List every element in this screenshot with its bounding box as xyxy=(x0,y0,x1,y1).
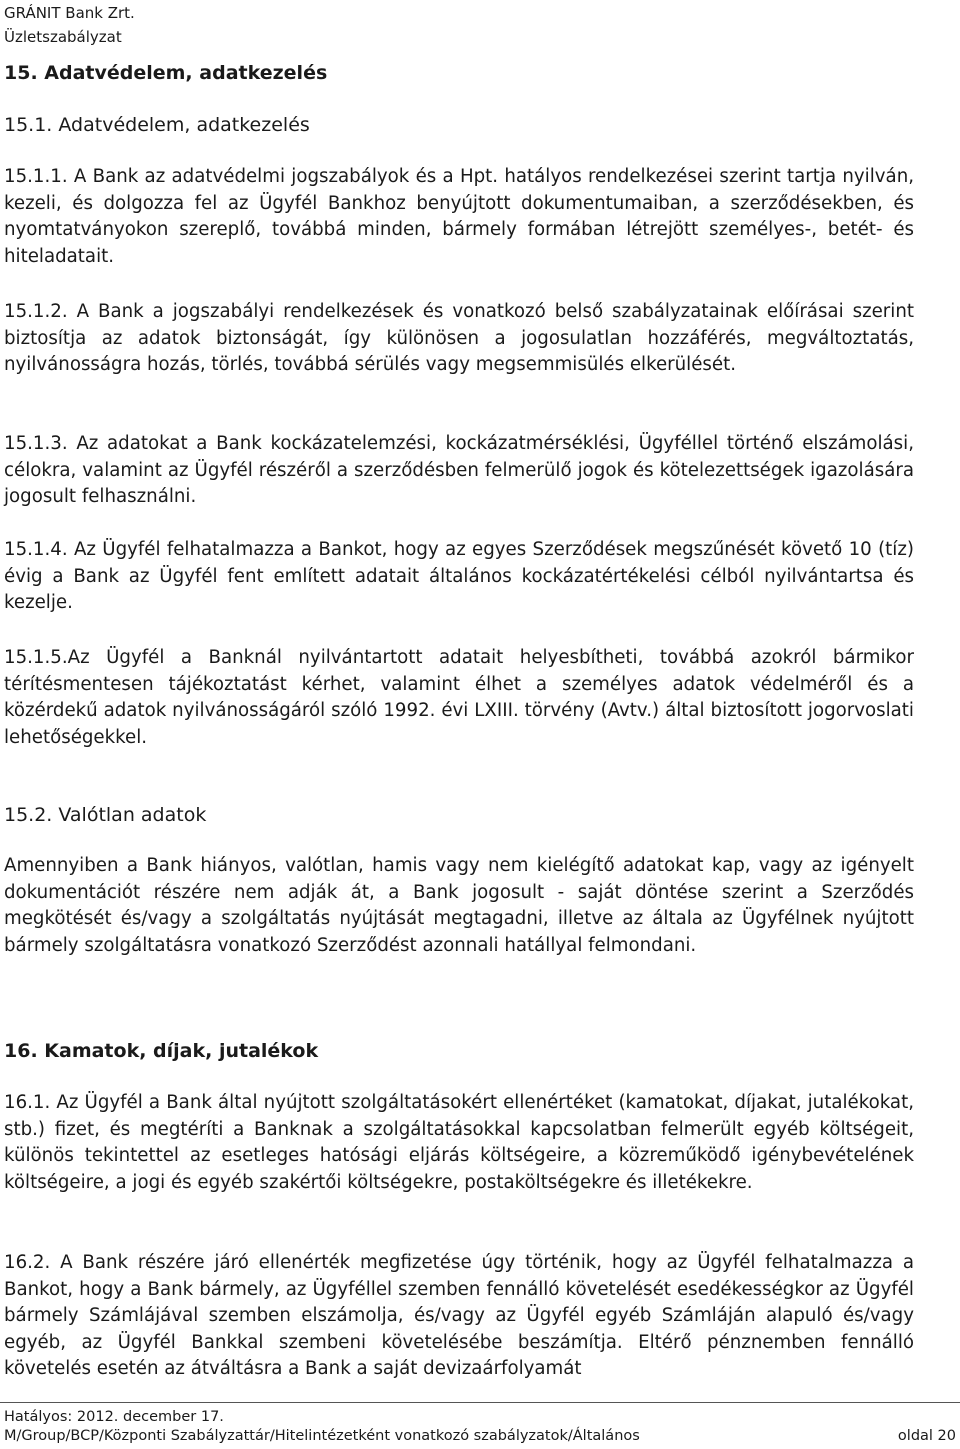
paragraph-15-2: Amennyiben a Bank hiányos, valótlan, hamis vagy nem kielégítő adatokat kap, vagy az igényelt dokumentációt részére nem adják át, a Bank jogosult - saját döntése szerint a Szerződés megkötését és/vagy a szolgáltatás nyújtását megtagadni, illetve az általa az Ügyfélnek nyújtott bármely szolgáltatásra vonatkozó Szerződést azonnali hatállyal felmondani. xyxy=(4,855,914,956)
footer-document-path: M/Group/BCP/Központi Szabályzattár/Hitelintézetként vonatkozó szabályzatok/Általános xyxy=(4,1428,640,1444)
paragraph-15-1-5: 15.1.5.Az Ügyfél a Banknál nyilvántartott adatait helyesbítheti, továbbá azokról bármikor térítésmentesen tájékoztatást kérhet, valamint élhet a személyes adatok védelméről és a közérdekű adatok nyilvánosságáról szóló 1992. évi LXIII. törvény (Avtv.) által biztosított jogorvoslati lehetőségekkel. xyxy=(4,647,914,748)
section-15-1-heading: 15.1. Adatvédelem, adatkezelés xyxy=(4,114,310,136)
header-document-title: Üzletszabályzat xyxy=(4,28,122,46)
paragraph-16-2: 16.2. A Bank részére járó ellenérték megfizetése úgy történik, hogy az Ügyfél felhatalmazza a Bankot, hogy a Bank bármely, az Ügyféllel szemben fennálló követelését esedékességkor az Ügyfél bármely Számlájával szemben elszámolja, és/vagy az Ügyfél egyéb Számláján alapuló és/vagy egyéb, az Ügyfél Bankkal szembeni követelésébe beszámítja. Eltérő pénznemben fennálló követelés esetén az átváltásra a Bank a saját devizaárfolyamát xyxy=(4,1252,914,1379)
footer-divider xyxy=(0,1402,960,1403)
footer-effective-date: Hatályos: 2012. december 17. xyxy=(4,1409,224,1425)
header-company: GRÁNIT Bank Zrt. xyxy=(4,4,135,22)
paragraph-15-1-2: 15.1.2. A Bank a jogszabályi rendelkezések és vonatkozó belső szabályzatainak előírásai szerint biztosítja az adatok biztonságát, így különösen a jogosulatlan hozzáférés, megváltoztatás, nyilvánosságra hozás, törlés, továbbá sérülés vagy megsemmisülés elkerülését. xyxy=(4,301,914,375)
section-15-heading: 15. Adatvédelem, adatkezelés xyxy=(4,62,328,84)
footer-page-number: oldal 20 xyxy=(897,1428,956,1444)
paragraph-15-1-4: 15.1.4. Az Ügyfél felhatalmazza a Bankot, hogy az egyes Szerződések megszűnését követő 10 (tíz) évig a Bank az Ügyfél fent említett adatait általános kockázatértékelési célból nyilvántartsa és kezelje. xyxy=(4,539,914,613)
section-15-2-heading: 15.2. Valótlan adatok xyxy=(4,804,207,826)
section-16-heading: 16. Kamatok, díjak, jutalékok xyxy=(4,1040,319,1062)
paragraph-15-1-1: 15.1.1. A Bank az adatvédelmi jogszabályok és a Hpt. hatályos rendelkezései szerint tartja nyilván, kezeli, és dolgozza fel az Ügyfél Bankhoz benyújtott dokumentumaiban, a szerződésekben, és nyomtatványokon szereplő, továbbá minden, bármely formában létrejött személyes-, betét- és hiteladatait. xyxy=(4,166,914,267)
paragraph-16-1: 16.1. Az Ügyfél a Bank által nyújtott szolgáltatásokért ellenértéket (kamatokat, díjakat, jutalékokat, stb.) fizet, és megtéríti a Banknak a szolgáltatásokkal kapcsolatban felmerült egyéb költségeit, különös tekintettel az esetleges hatósági eljárás költségeire, a közreműködő igénybevételének költségeire, a jogi és egyéb szakértői költségekre, postaköltségekre és illetékekre. xyxy=(4,1092,914,1193)
paragraph-15-1-3: 15.1.3. Az adatokat a Bank kockázatelemzési, kockázatmérséklési, Ügyféllel történő elszámolási, célokra, valamint az Ügyfél részéről a szerződésben felmerülő jogok és kötelezettségek igazolására jogosult felhasználni. xyxy=(4,433,914,507)
